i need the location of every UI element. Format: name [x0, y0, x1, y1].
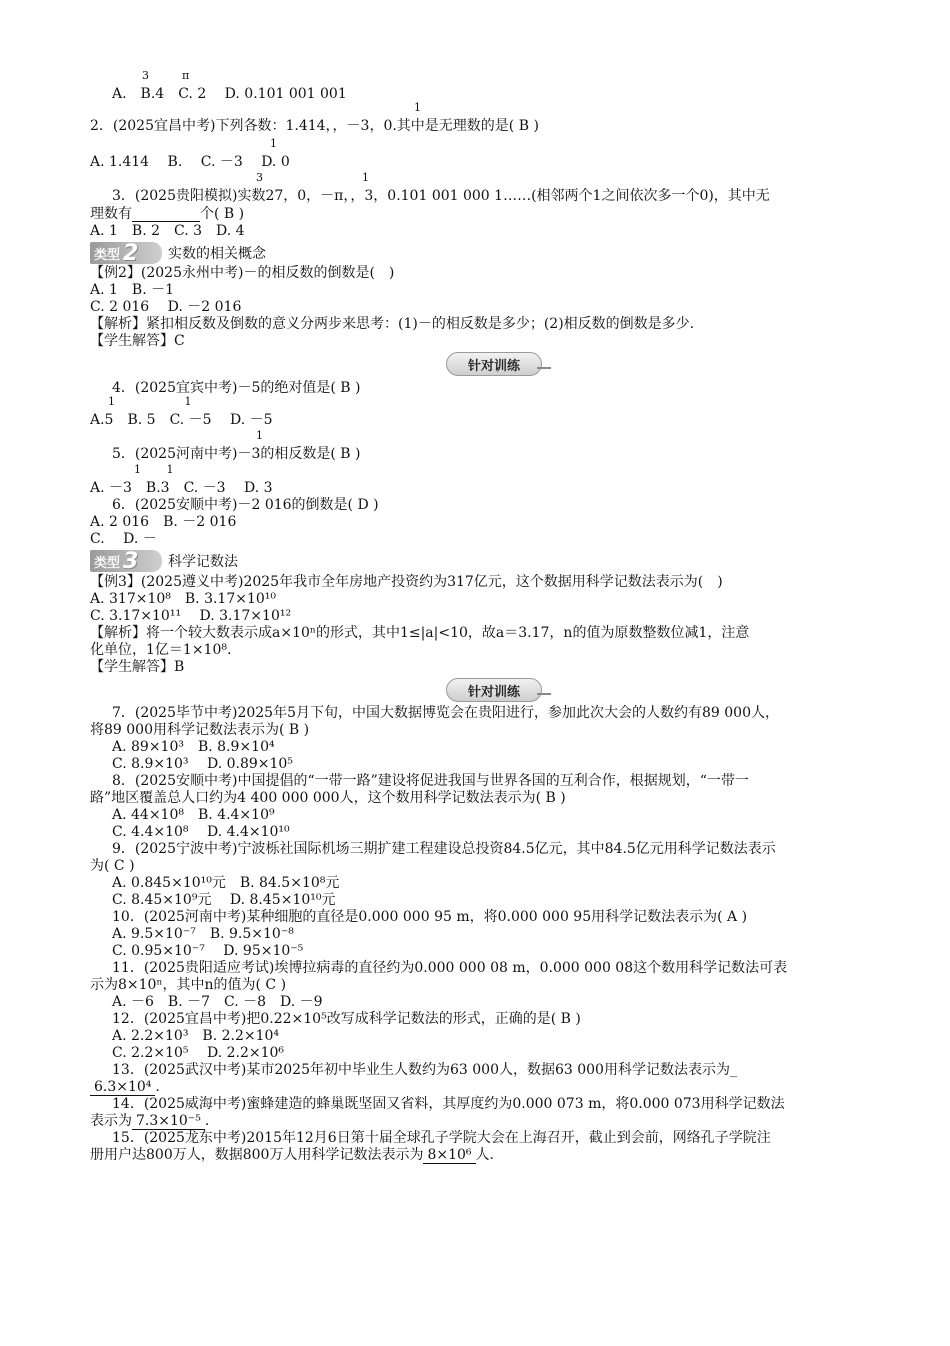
example-2-answer: 【学生解答】C	[90, 333, 185, 349]
section-header-type2	[90, 242, 266, 264]
options-q6-b: C. D. －	[90, 531, 157, 547]
options-ex3-a: A. 317×10⁸ B. 3.17×10¹⁰	[90, 591, 277, 607]
question-8-cont: 路”地区覆盖总人口约为4 400 000 000人，这个数用科学记数法表示为( B )	[90, 790, 566, 806]
section-badge: 类型 2	[90, 242, 162, 264]
question-15-cont: 册用户达800万人，数据800万人用科学记数法表示为 8×10⁶ 人.	[90, 1147, 494, 1163]
section-title: 科学记数法	[168, 554, 238, 570]
question-14-cont: 表示为 7.3×10⁻⁵ .	[90, 1113, 210, 1129]
answer-blank: 7.3×10⁻⁵	[132, 1113, 205, 1130]
question-13-cont: 6.3×10⁴ .	[90, 1079, 895, 1096]
question-13: 13．(2025武汉中考)某市2025年初中毕业生人数约为63 000人，数据63 000用科学记数法表示为_	[112, 1062, 737, 1078]
question-8: 8．(2025安顺中考)中国提倡的“一带一路”建设将促进我国与世界各国的互利合作，根据规划，“一带一	[112, 773, 749, 789]
section-header-type3	[90, 550, 238, 572]
options-q4: A.5 B. 5 C. －5 D. －5	[90, 412, 273, 428]
question-7: 7．(2025毕节中考)2025年5月下旬，中国大数据博览会在贵阳进行，参加此次大会的人数约有89 000人，	[112, 705, 779, 721]
options-ex3-b: C. 3.17×10¹¹ D. 3.17×10¹²	[90, 608, 292, 624]
options-q12-b: C. 2.2×10⁵ D. 2.2×10⁶	[112, 1045, 285, 1061]
question-10: 10．(2025河南中考)某种细胞的直径是0.000 000 95 m，将0.000 000 95用科学记数法表示为( A )	[112, 909, 748, 925]
options-q12-a: A. 2.2×10³ B. 2.2×10⁴	[112, 1028, 280, 1044]
example-2-solution: 【解析】紧扣相反数及倒数的意义分两步来思考：(1)－的相反数是多少；(2)相反数的倒数是多少.	[90, 316, 695, 332]
options-q9-b: C. 8.45×10⁹元 D. 8.45×10¹⁰元	[112, 892, 336, 908]
question-5: 5．(2025河南中考)－3的相反数是( B )	[112, 446, 361, 462]
question-3-cont: 理数有 个( B )	[90, 206, 245, 222]
question-11-cont: 示为8×10ⁿ，其中n的值为( C )	[90, 977, 287, 993]
training-banner: 针对训练	[446, 352, 542, 376]
fraction-sup: 1 1	[108, 395, 192, 408]
fraction-sup: 1	[414, 101, 421, 114]
example-3-solution-cont: 化单位，1亿＝1×10⁸.	[90, 642, 232, 658]
question-4: 4．(2025宜宾中考)－5的绝对值是( B )	[112, 380, 361, 396]
fraction-sup: 1	[270, 137, 277, 150]
question-11: 11．(2025贵阳适应考试)埃博拉病毒的直径约为0.000 000 08 m，0.000 000 08这个数用科学记数法可表	[112, 960, 788, 976]
question-7-cont: 将89 000用科学记数法表示为( B )	[90, 722, 310, 738]
example-3-solution: 【解析】将一个较大数表示成a×10ⁿ的形式，其中1≤|a|<10，故a＝3.17，n的值为原数整数位减1，注意	[90, 625, 750, 641]
example-3-answer: 【学生解答】B	[90, 659, 185, 675]
answer-blank: 8×10⁶	[423, 1147, 475, 1164]
fraction-sup: 1 1	[134, 463, 174, 476]
options-q7-b: C. 8.9×10³ D. 0.89×10⁵	[112, 756, 293, 772]
options-q10-b: C. 0.95×10⁻⁷ D. 95×10⁻⁵	[112, 943, 304, 959]
options-q6-a: A. 2 016 B. －2 016	[90, 514, 237, 530]
options-q8-a: A. 44×10⁸ B. 4.4×10⁹	[112, 807, 275, 823]
fraction-sup: 3 π	[142, 69, 190, 82]
question-12: 12．(2025宜昌中考)把0.22×10⁵改写成科学记数法的形式，正确的是( B )	[112, 1011, 581, 1027]
options-q8-b: C. 4.4×10⁸ D. 4.4×10¹⁰	[112, 824, 290, 840]
options-q7-a: A. 89×10³ B. 8.9×10⁴	[112, 739, 275, 755]
answer-blank: 6.3×10⁴	[90, 1079, 155, 1096]
fraction-sup: 3 1	[256, 171, 369, 184]
training-banner: 针对训练	[446, 678, 542, 702]
options-q2: A. 1.414 B. C. －3 D. 0	[90, 154, 290, 170]
options-q10-a: A. 9.5×10⁻⁷ B. 9.5×10⁻⁸	[112, 926, 294, 942]
question-9: 9．(2025宁波中考)宁波栎社国际机场三期扩建工程建设总投资84.5亿元，其中84.5亿元用科学记数法表示	[112, 841, 776, 857]
options-q3: A. 1 B. 2 C. 3 D. 4	[90, 223, 245, 239]
example-2: 【例2】(2025永州中考)－的相反数的倒数是( )	[90, 265, 395, 281]
question-14: 14．(2025威海中考)蜜蜂建造的蜂巢既坚固又省料，其厚度约为0.000 073 m，将0.000 073用科学记数法	[112, 1096, 785, 1112]
example-3: 【例3】(2025遵义中考)2025年我市全年房地产投资约为317亿元，这个数据用科学记数法表示为( )	[90, 574, 723, 590]
fraction-sup: 1	[256, 429, 263, 442]
options-q5: A. －3 B.3 C. －3 D. 3	[90, 480, 273, 496]
question-3: 3．(2025贵阳模拟)实数27，0，－π，，3，0.101 001 000 1……(相邻两个1之间依次多一个0)，其中无	[112, 188, 770, 204]
options-q1: A. B.4 C. 2 D. 0.101 001 001	[112, 86, 347, 102]
question-2: 2．(2025宜昌中考)下列各数：1.414，，－3，0.其中是无理数的是( B )	[90, 118, 539, 134]
options-q11: A. －6 B. －7 C. －8 D. －9	[112, 994, 323, 1010]
section-title: 实数的相关概念	[168, 246, 266, 262]
options-q9-a: A. 0.845×10¹⁰元 B. 84.5×10⁸元	[112, 875, 340, 891]
options-ex2-a: A. 1 B. －1	[90, 282, 175, 298]
question-9-cont: 为( C )	[90, 858, 135, 874]
question-6: 6．(2025安顺中考)－2 016的倒数是( D )	[112, 497, 379, 513]
section-badge: 类型 3	[90, 550, 162, 572]
options-ex2-b: C. 2 016 D. －2 016	[90, 299, 242, 315]
question-15: 15．(2025龙东中考)2015年12月6日第十届全球孔子学院大会在上海召开，截止到会前，网络孔子学院注	[112, 1130, 771, 1146]
